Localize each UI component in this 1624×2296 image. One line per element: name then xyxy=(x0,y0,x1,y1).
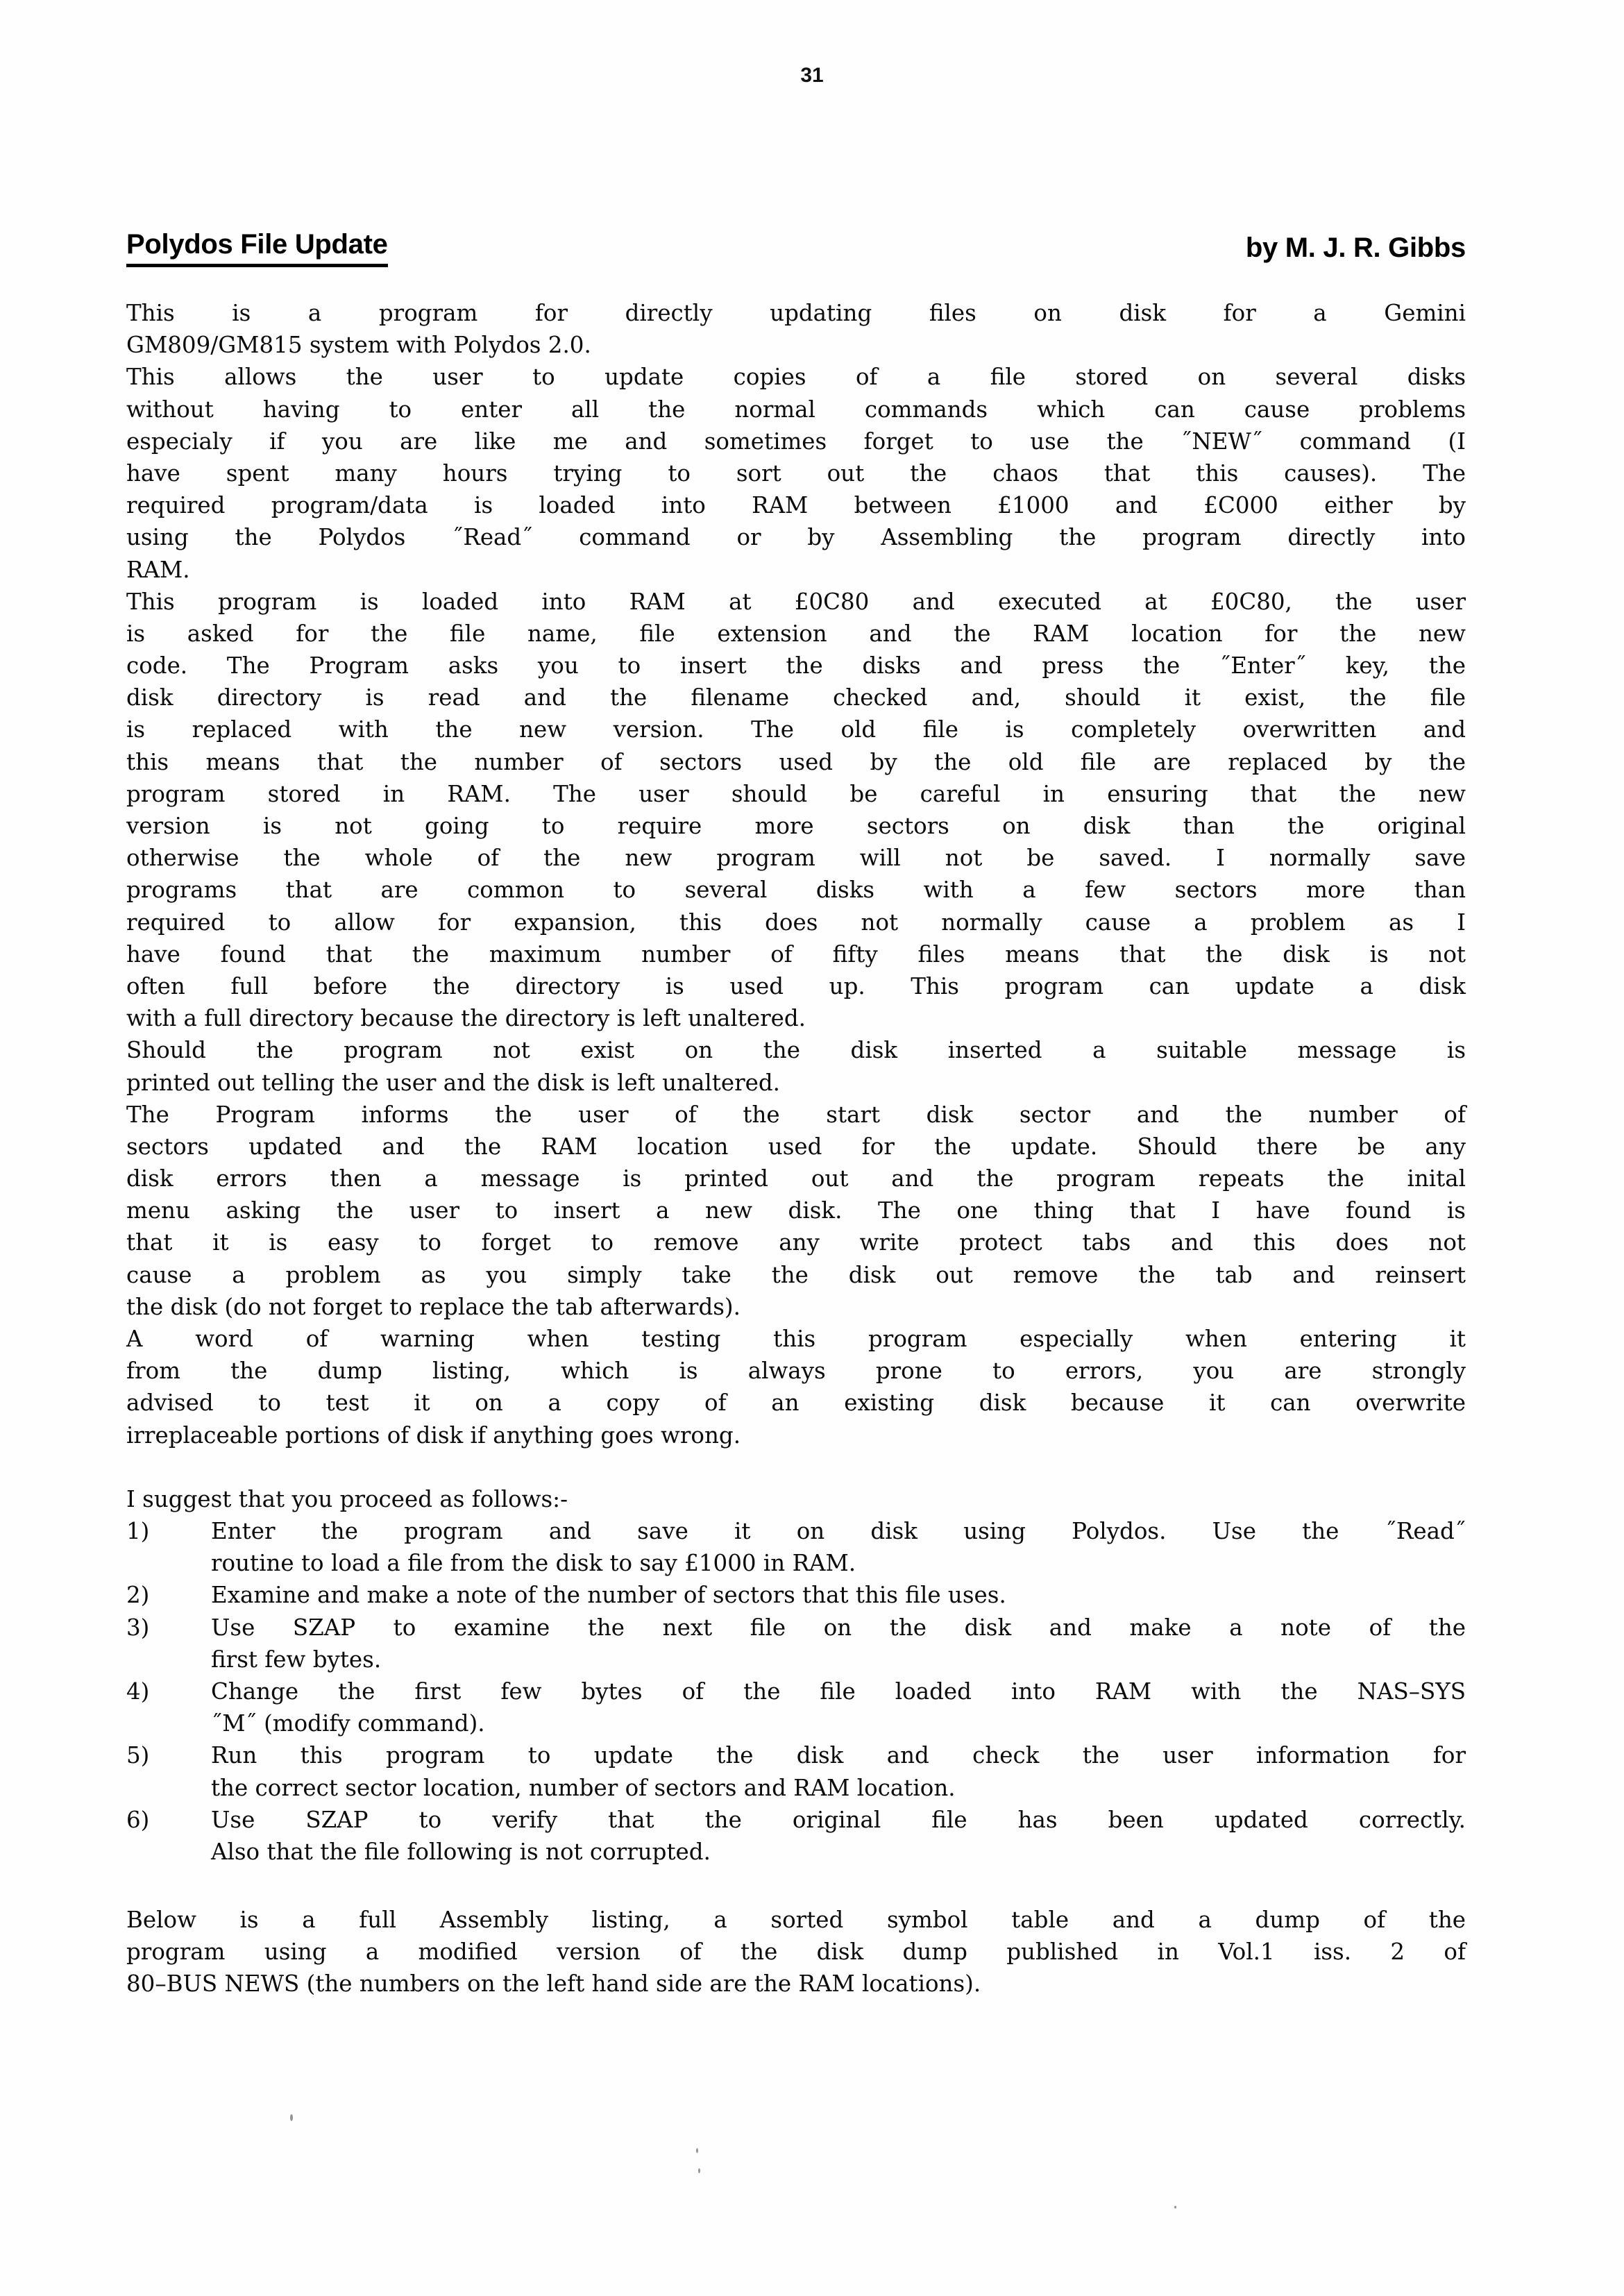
list-item xyxy=(126,1612,1466,1644)
text-line: cause a problem as you simply take the disk out remove the tab and reinsert xyxy=(126,1261,1466,1288)
list-item xyxy=(126,1739,1466,1771)
scan-speckle xyxy=(290,2114,293,2121)
text-line: is asked for the file name, file extension and the RAM location for the new xyxy=(126,620,1466,647)
text-line: disk directory is read and the filename checked and, should it exist, the file xyxy=(126,684,1466,711)
text-line: disk errors then a message is printed out and the program repeats the inital xyxy=(126,1165,1466,1192)
scan-speckle xyxy=(698,2168,700,2173)
paragraph-spacer xyxy=(126,1868,1466,1904)
list-item-text: Enter the program and save it on disk using Polydos. Use the ˝Read˝ xyxy=(211,1517,1466,1544)
text-line: program stored in RAM. The user should be careful in ensuring that the new xyxy=(126,780,1466,807)
text-line: often full before the directory is used up. This program can update a disk xyxy=(126,972,1466,999)
list-item-text: Also that the file following is not corrupted. xyxy=(211,1838,711,1865)
list-marker: 2) xyxy=(126,1582,150,1609)
text-line: that it is easy to forget to remove any write protect tabs and this does not xyxy=(126,1229,1466,1256)
paragraph-intro xyxy=(126,297,1466,361)
text-line: required program/data is loaded into RAM between £1000 and £C000 either by xyxy=(126,492,1466,519)
text-line: have spent many hours trying to sort out the chaos that this causes). The xyxy=(126,459,1466,487)
text-line: sectors updated and the RAM location used for the update. Should there be any xyxy=(126,1133,1466,1160)
list-item-text: Examine and make a note of the number of sectors that this file uses. xyxy=(211,1582,1006,1609)
text-line: the disk (do not forget to replace the tab afterwards). xyxy=(126,1293,741,1320)
paragraph-allows xyxy=(126,361,1466,585)
list-item-text: first few bytes. xyxy=(211,1646,382,1673)
article-body xyxy=(126,297,1466,2000)
paragraph-spacer xyxy=(126,1451,1466,1483)
text-line: irreplaceable portions of disk if anything goes wrong. xyxy=(126,1421,741,1449)
text-line: especialy if you are like me and sometimes forget to use the ˝NEW˝ command (I xyxy=(126,428,1466,455)
text-line: required to allow for expansion, this does not normally cause a problem as I xyxy=(126,909,1466,936)
list-marker: 5) xyxy=(126,1742,150,1769)
page-number: 31 xyxy=(800,64,824,87)
text-line: This program is loaded into RAM at £0C80 and executed at £0C80, the user xyxy=(126,588,1466,615)
list-marker: 3) xyxy=(126,1614,150,1641)
list-marker: 4) xyxy=(126,1678,150,1705)
text-line: have found that the maximum number of fifty files means that the disk is not xyxy=(126,940,1466,968)
text-line: program using a modified version of the disk dump published in Vol.1 iss. 2 of xyxy=(126,1939,1466,1966)
paragraph-loaded xyxy=(126,586,1466,1035)
list-item-text: Run this program to update the disk and check the user information for xyxy=(211,1742,1466,1769)
text-line: version is not going to require more sectors on disk than the original xyxy=(126,813,1466,839)
list-item-text: Use SZAP to examine the next file on the disk and make a note of the xyxy=(211,1614,1466,1641)
paragraph-should xyxy=(126,1034,1466,1098)
text-line: RAM. xyxy=(126,556,190,583)
text-line: Below is a full Assembly listing, a sorted symbol table and a dump of the xyxy=(126,1907,1466,1934)
text-line: code. The Program asks you to insert the disks and press the ˝Enter˝ key, the xyxy=(126,652,1466,679)
text-line: This is a program for directly updating files on disk for a Gemini xyxy=(126,300,1466,326)
text-line: A word of warning when testing this program especially when entering it xyxy=(126,1326,1466,1352)
paragraph-warning xyxy=(126,1323,1466,1451)
list-marker: 6) xyxy=(126,1806,150,1833)
paragraph-below xyxy=(126,1904,1466,2000)
list-item-text: ˝M˝ (modify command). xyxy=(211,1710,485,1737)
list-item xyxy=(126,1675,1466,1707)
list-item-text: Use SZAP to verify that the original file has been updated correctly. xyxy=(211,1806,1466,1833)
list-item-text: Change the first few bytes of the file loaded into RAM with the NAS–SYS xyxy=(211,1678,1466,1705)
text-line: using the Polydos ˝Read˝ command or by Assembling the program directly into xyxy=(126,524,1466,551)
text-line: 80–BUS NEWS (the numbers on the left hand side are the RAM locations). xyxy=(126,1970,981,1998)
list-item xyxy=(126,1804,1466,1836)
list-marker: 1) xyxy=(126,1517,150,1544)
scan-speckle xyxy=(1174,2206,1176,2209)
text-line: Should the program not exist on the disk inserted a suitable message is xyxy=(126,1037,1466,1064)
list-item-text: routine to load a file from the disk to say £1000 in RAM. xyxy=(211,1550,856,1577)
article-header xyxy=(126,229,1466,267)
text-line: The Program informs the user of the start disk sector and the number of xyxy=(126,1101,1466,1128)
text-line: GM809/GM815 system with Polydos 2.0. xyxy=(126,332,591,359)
list-intro: I suggest that you proceed as follows:- xyxy=(126,1485,568,1512)
author-byline: by M. J. R. Gibbs xyxy=(1245,233,1466,263)
text-line: advised to test it on a copy of an existing disk because it can overwrite xyxy=(126,1390,1466,1417)
text-line: programs that are common to several disks with a few sectors more than xyxy=(126,877,1466,904)
list-item xyxy=(126,1579,1466,1611)
text-line: is replaced with the new version. The old file is completely overwritten and xyxy=(126,716,1466,743)
paragraph-informs xyxy=(126,1099,1466,1323)
text-line: printed out telling the user and the disk is left unaltered. xyxy=(126,1069,780,1096)
text-line: This allows the user to update copies of a file stored on several disks xyxy=(126,364,1466,391)
text-line: with a full directory because the directory is left unaltered. xyxy=(126,1005,806,1032)
list-item xyxy=(126,1515,1466,1547)
text-line: from the dump listing, which is always prone to errors, you are strongly xyxy=(126,1358,1466,1385)
text-line: without having to enter all the normal commands which can cause problems xyxy=(126,396,1466,423)
text-line: otherwise the whole of the new program will not be saved. I normally save xyxy=(126,845,1466,872)
text-line: this means that the number of sectors used by the old file are replaced by the xyxy=(126,748,1466,775)
list-item-text: the correct sector location, number of sectors and RAM location. xyxy=(211,1774,956,1801)
text-line: menu asking the user to insert a new disk. The one thing that I have found is xyxy=(126,1197,1466,1224)
scan-speckle xyxy=(696,2148,698,2153)
page-title: Polydos File Update xyxy=(126,229,388,267)
